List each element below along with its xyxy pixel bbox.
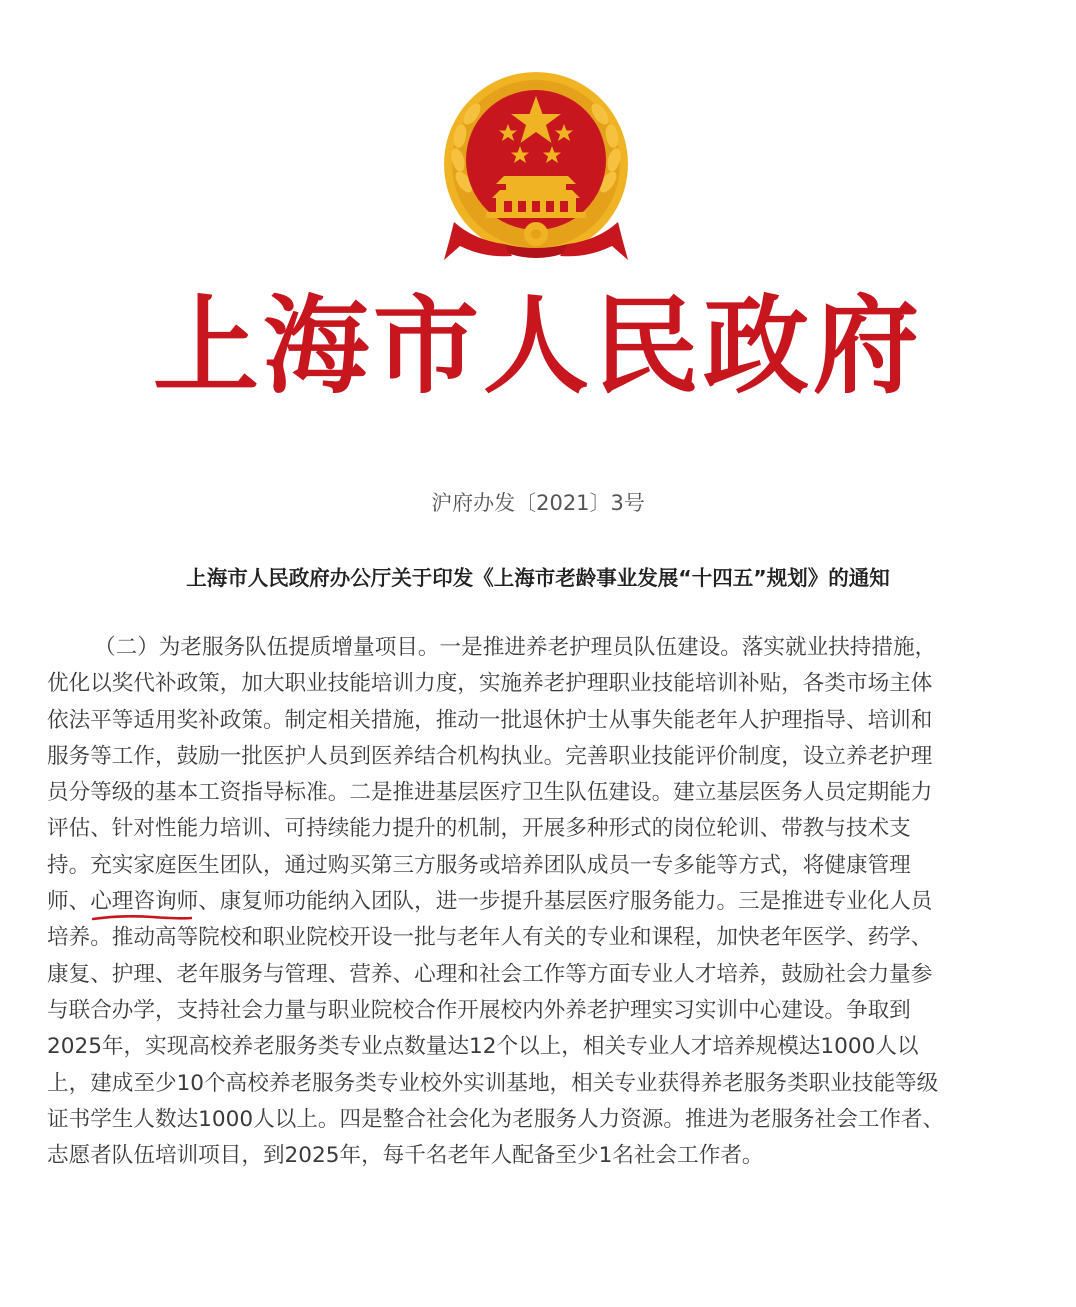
highlighted-text-line bbox=[47, 884, 1022, 920]
body-paragraph bbox=[47, 630, 1022, 1174]
text-line: 培养。推动高等院校和职业院校开设一批与老年人有关的专业和课程，加快老年医学、药学、 bbox=[47, 925, 933, 951]
text-segment: 、康复师功能纳入团队，进一步提升基层医疗服务能力。三是推进专业化人员 bbox=[198, 889, 933, 915]
text-line: 志愿者队伍培训项目，到2025年，每千名老年人配备至少1名社会工作者。 bbox=[47, 1143, 764, 1169]
text-line: 评估、针对性能力培训、可持续能力提升的机制，开展多种形式的岗位轮训、带教与技术支 bbox=[47, 816, 911, 842]
text-line: 康复、护理、老年服务与管理、营养、心理和社会工作等方面专业人才培养，鼓励社会力量参 bbox=[47, 961, 933, 987]
text-line: （二）为老服务队伍提质增量项目。一是推进养老护理员队伍建设。落实就业扶持措施， bbox=[94, 635, 937, 660]
text-line: 依法平等适用奖补政策。制定相关措施，推动一批退休护士从事失能老年人护理指导、培训和 bbox=[47, 707, 933, 733]
text-segment: 师、 bbox=[47, 889, 91, 915]
org-title: 上海市人民政府 bbox=[153, 285, 923, 408]
text-line: 证书学生人数达1000人以上。四是整合社会化为老服务人力资源。推进为老服务社会工作者、 bbox=[47, 1106, 945, 1132]
text-line: 持。充实家庭医生团队，通过购买第三方服务或培养团队成员一专多能等方式，将健康管理 bbox=[47, 852, 911, 878]
text-line: 与联合办学，支持社会力量与职业院校合作开展校内外养老护理实习实训中心建设。争取到 bbox=[47, 997, 911, 1023]
text-line: 服务等工作，鼓励一批医护人员到医养结合机构执业。完善职业技能评价制度，设立养老护理 bbox=[47, 743, 933, 769]
notice-title: 上海市人民政府办公厅关于印发《上海市老龄事业发展“十四五”规划》的通知 bbox=[186, 566, 890, 590]
text-line: 优化以奖代补政策，加大职业技能培训力度，实施养老护理职业技能培训补贴，各类市场主体 bbox=[47, 671, 933, 697]
red-underline-mark bbox=[92, 913, 192, 923]
text-line: 员分等级的基本工资指导标准。二是推进基层医疗卫生队伍建设。建立基层医务人员定期能力 bbox=[47, 780, 933, 806]
text-line: 上，建成至少10个高校养老服务类专业校外实训基地，相关专业获得养老服务类职业技能等级 bbox=[47, 1070, 939, 1096]
national-emblem-icon bbox=[434, 72, 638, 272]
highlighted-term bbox=[90, 889, 198, 914]
highlighted-term-text: 心理咨询师 bbox=[90, 889, 199, 915]
document-number: 沪府办发〔2021〕3号 bbox=[431, 491, 645, 515]
text-line: 2025年，实现高校养老服务类专业点数量达12个以上，相关专业人才培养规模达1000人以 bbox=[47, 1034, 919, 1060]
